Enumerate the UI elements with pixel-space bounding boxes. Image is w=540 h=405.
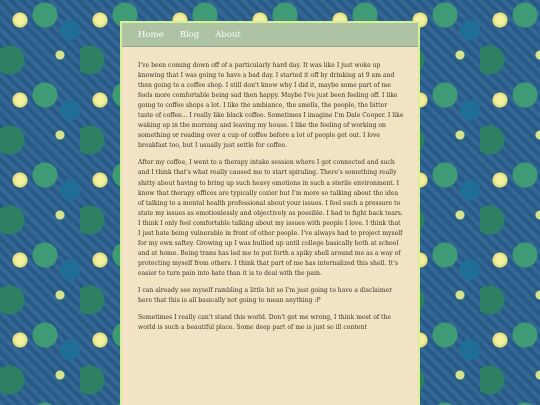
nav-blog-link[interactable]: Blog xyxy=(179,29,200,40)
top-nav xyxy=(122,23,418,47)
post-paragraph-2: After my coffee, I went to a therapy intake session where I got connected and such and I think that's what really caused me to start spiraling. There's something really shitty about having to bring up such heavy emotions in such a sterile environment. I know that therapy offices are typically cozier but I'm more so talking about the idea of talking to a mental health professional about your issues. I feel such a pressure to state my issues as emotionlessly and objectively as possible. I had to fight back tears. I think I only feel comfortable talking about my issues with people I love. I think that I just hate being vulnerable in front of other people. I've always had to project myself for my own saftey. Growing up I was bullied up until college basically both at school and at home. Being trans has led me to put forth a spiky shell around me as a way of protecting myself from others. I think that part of me has internalized this shell. It's easier to turn pain into hate than it is to deal with the pain. xyxy=(138,159,403,277)
blog-post xyxy=(122,47,418,333)
post-paragraph-1: I've been coming down off of a particularly hard day. It was like I just woke up knowing that I was going to have a bad day. I started it off by drinking at 9 am and then going to a coffee shop. I still don't know why I did it, maybe some part of me feels more comfortable being sad then happy. Maybe I've just been feeling off. I like going to coffee shops a lot. I like the ambiance, the smells, the people, the bitter taste of coffee... I really like black coffee. Sometimes I imagine I'm Dale Cooper. I like waking up in the morning and leaving my house. I like the feeling of working on something or reading over a cup of coffee before a lot of people get out. I love breakfast too, but I usually just settle for coffee. xyxy=(138,62,404,150)
blog-panel xyxy=(120,21,420,405)
nav-home-link[interactable]: Home xyxy=(138,29,164,40)
nav-about-link[interactable]: About xyxy=(215,29,241,40)
post-paragraph-3: I can already see myself rambling a little bit so I'm just going to have a disclaimer here that this is all basically not going to mean anything :P xyxy=(138,286,393,305)
post-paragraph-4: Sometimes I really can't stand this world. Don't get me wrong, I think most of the world is such a beautiful place. Some deep part of me is just so ill content xyxy=(138,314,392,332)
